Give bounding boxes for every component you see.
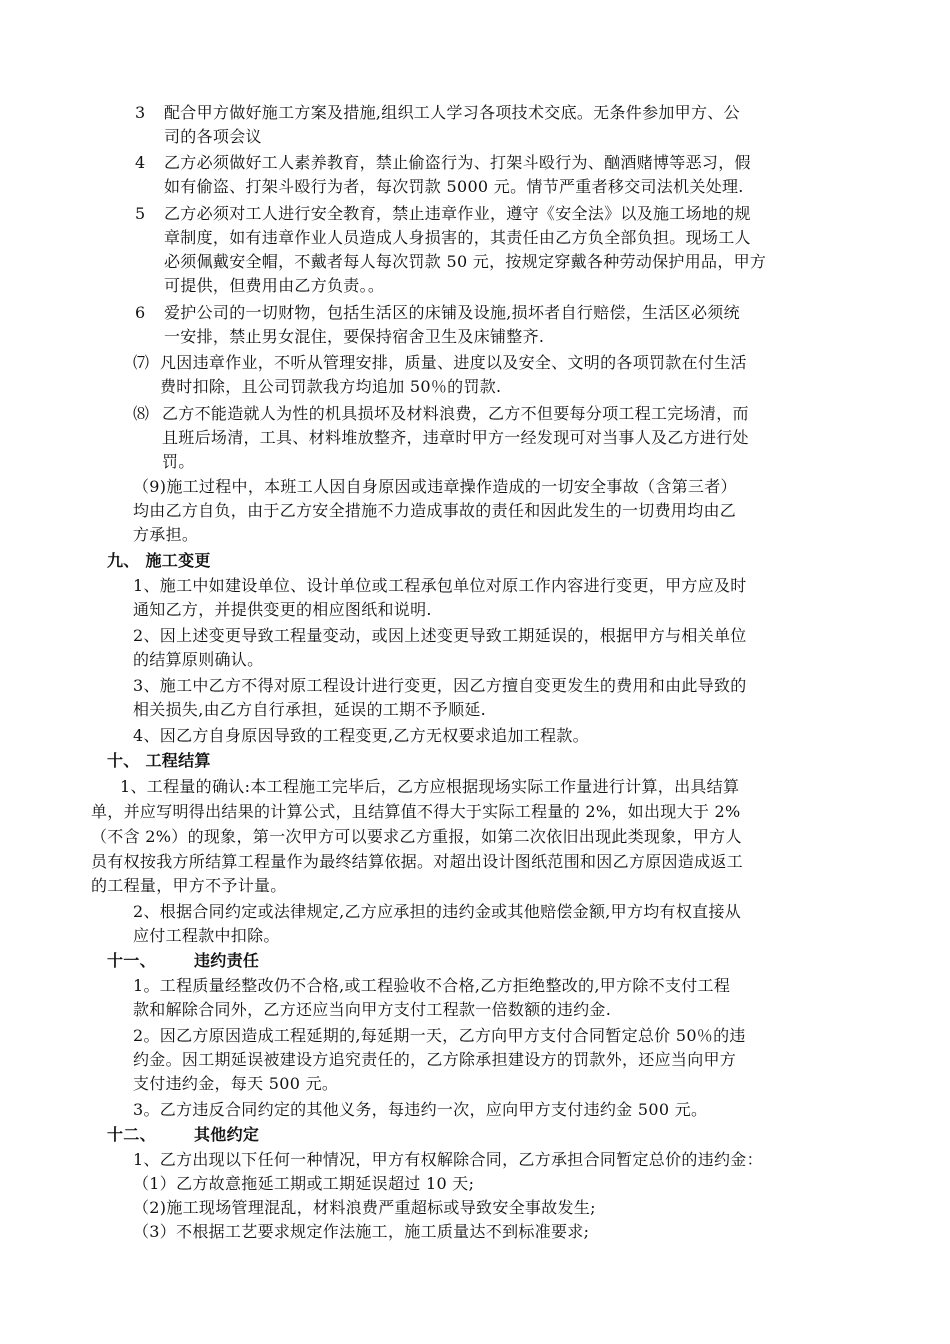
text-line: 可提供，但费用由乙方负责。。 xyxy=(164,276,385,295)
text-line: 4、因乙方自身原因导致的工程变更,乙方无权要求追加工程款。 xyxy=(133,726,589,745)
text-line: 3。乙方违反合同约定的其他义务，每违约一次，应向甲方支付违约金 500 元。 xyxy=(133,1100,708,1119)
text-line: 约金。因工期延误被建设方追究责任的，乙方除承担建设方的罚款外，还应当向甲方 xyxy=(133,1050,737,1069)
text-line: 一安排，禁止男女混住，要保持宿舍卫生及床铺整齐. xyxy=(164,327,545,346)
text-line: （不含 2%）的现象，第一次甲方可以要求乙方重报，如第二次依旧出现此类现象，甲方人 xyxy=(91,827,742,846)
section-heading: 九、 施工变更 xyxy=(107,551,211,570)
text-line: 罚。 xyxy=(162,452,195,471)
text-line: 乙方不能造就人为性的机具损坏及材料浪费，乙方不但要每分项工程工完场清，而 xyxy=(162,404,749,423)
text-line: 支付违约金，每天 500 元。 xyxy=(133,1074,339,1093)
section-heading: 违约责任 xyxy=(194,951,260,970)
section-heading: 十、 工程结算 xyxy=(107,751,211,770)
text-line: 凡因违章作业，不听从管理安排，质量、进度以及安全、文明的各项罚款在付生活 xyxy=(160,353,747,372)
text-line: 通知乙方，并提供变更的相应图纸和说明. xyxy=(133,600,432,619)
text-line: 3、施工中乙方不得对原工程设计进行变更，因乙方擅自变更发生的费用和由此导致的 xyxy=(133,676,747,695)
item-number: 6 xyxy=(135,303,146,322)
text-line: 方承担。 xyxy=(133,525,199,544)
text-line: 司的各项会议 xyxy=(164,127,262,146)
item-number: 4 xyxy=(135,153,146,172)
text-line: （2)施工现场管理混乱，材料浪费严重超标或导致安全事故发生; xyxy=(133,1198,596,1217)
text-line: 2。因乙方原因造成工程延期的,每延期一天，乙方向甲方支付合同暂定总价 50％的违 xyxy=(133,1026,746,1045)
text-line: 2、因上述变更导致工程量变动，或因上述变更导致工期延误的，根据甲方与相关单位 xyxy=(133,626,747,645)
text-line: 章制度，如有违章作业人员造成人身损害的，其责任由乙方负全部负担。现场工人 xyxy=(164,228,751,247)
item-number: 5 xyxy=(135,204,146,223)
text-line: 1、工程量的确认:本工程施工完毕后，乙方应根据现场实际工作量进行计算，出具结算 xyxy=(120,777,740,796)
text-line: 必须佩戴安全帽，不戴者每人每次罚款 50 元，按规定穿戴各种劳动保护用品，甲方 xyxy=(164,252,767,271)
text-line: 的结算原则确认。 xyxy=(133,650,264,669)
text-line: 费时扣除，且公司罚款我方均追加 50％的罚款. xyxy=(160,377,502,396)
text-line: 相关损失,由乙方自行承担，延误的工期不予顺延. xyxy=(133,700,487,719)
section-heading-number: 十一、 xyxy=(107,951,156,970)
text-line: 的工程量，甲方不予计量。 xyxy=(91,876,287,895)
item-number: 3 xyxy=(135,103,146,122)
text-line: （9)施工过程中，本班工人因自身原因或违章操作造成的一切安全事故（含第三者） xyxy=(133,477,737,496)
text-line: 1、乙方出现以下任何一种情况，甲方有权解除合同，乙方承担合同暂定总价的违约金： xyxy=(133,1150,763,1169)
item-number: ⑻ xyxy=(133,404,150,423)
text-line: （1）乙方故意拖延工期或工期延误超过 10 天; xyxy=(133,1174,475,1193)
text-line: 如有偷盗、打架斗殴行为者，每次罚款 5000 元。情节严重者移交司法机关处理. xyxy=(164,177,744,196)
text-line: 乙方必须对工人进行安全教育，禁止违章作业，遵守《安全法》以及施工场地的规 xyxy=(164,204,751,223)
section-heading: 其他约定 xyxy=(194,1125,260,1144)
text-line: 2、根据合同约定或法律规定,乙方应承担的违约金或其他赔偿金额,甲方均有权直接从 xyxy=(133,902,742,921)
text-line: 乙方必须做好工人素养教育，禁止偷盗行为、打架斗殴行为、酗酒赌博等恶习，假 xyxy=(164,153,751,172)
text-line: 配合甲方做好施工方案及措施,组织工人学习各项技术交底。无条件参加甲方、公 xyxy=(164,103,740,122)
text-line: 应付工程款中扣除。 xyxy=(133,926,280,945)
text-line: 员有权按我方所结算工程量作为最终结算依据。对超出设计图纸范围和因乙方原因造成返工 xyxy=(91,852,744,871)
text-line: （3）不根据工艺要求规定作法施工，施工质量达不到标准要求; xyxy=(133,1222,590,1241)
section-heading-number: 十二、 xyxy=(107,1125,156,1144)
text-line: 爱护公司的一切财物，包括生活区的床铺及设施,损坏者自行赔偿，生活区必须统 xyxy=(164,303,740,322)
item-number: ⑺ xyxy=(133,353,150,372)
text-line: 1。工程质量经整改仍不合格,或工程验收不合格,乙方拒绝整改的,甲方除不支付工程 xyxy=(133,976,731,995)
text-line: 1、施工中如建设单位、设计单位或工程承包单位对原工作内容进行变更，甲方应及时 xyxy=(133,576,747,595)
text-line: 单，并应写明得出结果的计算公式，且结算值不得大于实际工程量的 2%，如出现大于 2% xyxy=(91,802,741,821)
text-line: 均由乙方自负，由于乙方安全措施不力造成事故的责任和因此发生的一切费用均由乙 xyxy=(133,501,737,520)
text-line: 且班后场清，工具、材料堆放整齐，违章时甲方一经发现可对当事人及乙方进行处 xyxy=(162,428,749,447)
text-line: 款和解除合同外，乙方还应当向甲方支付工程款一倍数额的违约金. xyxy=(133,1000,612,1019)
